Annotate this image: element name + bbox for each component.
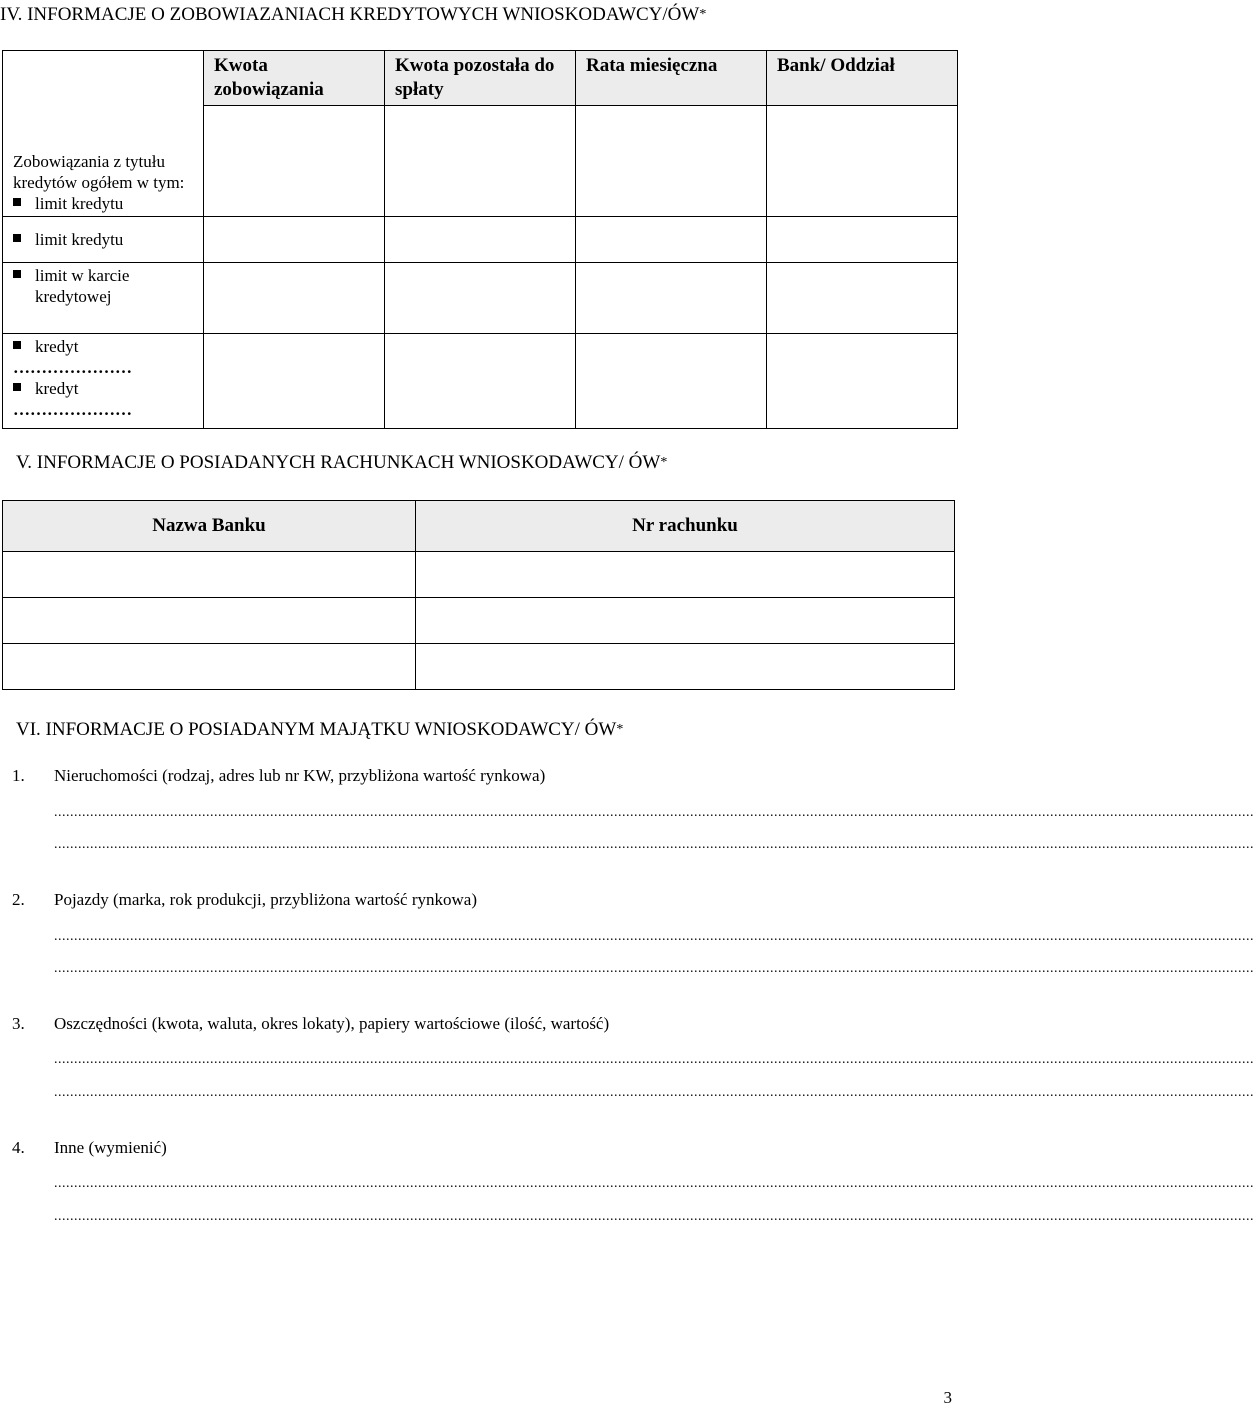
col-header-monthly: Rata miesięczna xyxy=(576,51,767,106)
fill-line[interactable]: ............................................................................................................................................................................................................................................................................................................ xyxy=(54,1176,1254,1191)
row-label-3: kredyt ………………… kredyt ………………… xyxy=(3,334,204,429)
bank-accounts-table xyxy=(2,500,955,690)
cell-r2-c4[interactable] xyxy=(767,263,958,334)
bullet-icon xyxy=(13,198,21,206)
account-number-cell-3[interactable] xyxy=(416,644,955,690)
bank-name-cell-1[interactable] xyxy=(3,552,416,598)
bullet-icon xyxy=(13,270,21,278)
col-header-amount: Kwota zobowiązania xyxy=(204,51,385,106)
asset-item-4: 4. Inne (wymienić) xyxy=(12,1138,167,1157)
bullet-icon xyxy=(13,341,21,349)
cell-r3-c4[interactable] xyxy=(767,334,958,429)
fill-line[interactable]: ............................................................................................................................................................................................................................................................................................................ xyxy=(54,1085,1254,1100)
col-header-remaining: Kwota pozostała do spłaty xyxy=(385,51,576,106)
row-label-1: limit kredytu xyxy=(3,217,204,263)
cell-r1-c1[interactable] xyxy=(204,217,385,263)
row-intro-cell: Zobowiązania z tytułu kredytów ogółem w tym: limit kredytu xyxy=(3,51,204,217)
page-number: 3 xyxy=(943,1388,952,1407)
cell-r0-c2[interactable] xyxy=(385,106,576,217)
cell-r2-c2[interactable] xyxy=(385,263,576,334)
fill-line[interactable]: ............................................................................................................................................................................................................................................................................................................ xyxy=(54,961,1254,976)
bank-name-cell-3[interactable] xyxy=(3,644,416,690)
asset-item-3: 3. Oszczędności (kwota, waluta, okres lokaty), papiery wartościowe (ilość, wartość) xyxy=(12,1014,610,1033)
bullet-icon xyxy=(13,383,21,391)
cell-r1-c4[interactable] xyxy=(767,217,958,263)
cell-r0-c3[interactable] xyxy=(576,106,767,217)
cell-r0-c4[interactable] xyxy=(767,106,958,217)
col-header-bank: Bank/ Oddział xyxy=(767,51,958,106)
fill-line[interactable]: ............................................................................................................................................................................................................................................................................................................ xyxy=(54,929,1254,944)
cell-r3-c1[interactable] xyxy=(204,334,385,429)
fill-line[interactable]: ............................................................................................................................................................................................................................................................................................................ xyxy=(54,805,1254,820)
asset-item-1: 1. Nieruchomości (rodzaj, adres lub nr KW, przybliżona wartość rynkowa) xyxy=(12,766,546,785)
bullet-icon xyxy=(13,234,21,242)
cell-r3-c3[interactable] xyxy=(576,334,767,429)
account-number-cell-2[interactable] xyxy=(416,598,955,644)
row-label-2: limit w karcie kredytowej xyxy=(3,263,204,334)
fill-line[interactable]: ............................................................................................................................................................................................................................................................................................................ xyxy=(54,837,1254,852)
account-number-cell-1[interactable] xyxy=(416,552,955,598)
section-6-title: VI. INFORMACJE O POSIADANYM MAJĄTKU WNIOSKODAWCY/ ÓW* xyxy=(16,719,624,740)
credit-liabilities-table xyxy=(2,50,958,429)
asset-item-2: 2. Pojazdy (marka, rok produkcji, przybliżona wartość rynkowa) xyxy=(12,890,477,909)
section-4-title: IV. INFORMACJE O ZOBOWIAZANIACH KREDYTOWYCH WNIOSKODAWCY/ÓW* xyxy=(0,4,707,25)
col-header-bank-name: Nazwa Banku xyxy=(3,501,416,552)
cell-r0-c1[interactable] xyxy=(204,106,385,217)
fill-line[interactable]: ............................................................................................................................................................................................................................................................................................................ xyxy=(54,1052,1254,1067)
fill-line[interactable]: ............................................................................................................................................................................................................................................................................................................ xyxy=(54,1209,1254,1224)
cell-r3-c2[interactable] xyxy=(385,334,576,429)
cell-r1-c3[interactable] xyxy=(576,217,767,263)
section-5-title: V. INFORMACJE O POSIADANYCH RACHUNKACH WNIOSKODAWCY/ ÓW* xyxy=(16,452,668,473)
col-header-account-number: Nr rachunku xyxy=(416,501,955,552)
cell-r2-c3[interactable] xyxy=(576,263,767,334)
cell-r2-c1[interactable] xyxy=(204,263,385,334)
bank-name-cell-2[interactable] xyxy=(3,598,416,644)
cell-r1-c2[interactable] xyxy=(385,217,576,263)
